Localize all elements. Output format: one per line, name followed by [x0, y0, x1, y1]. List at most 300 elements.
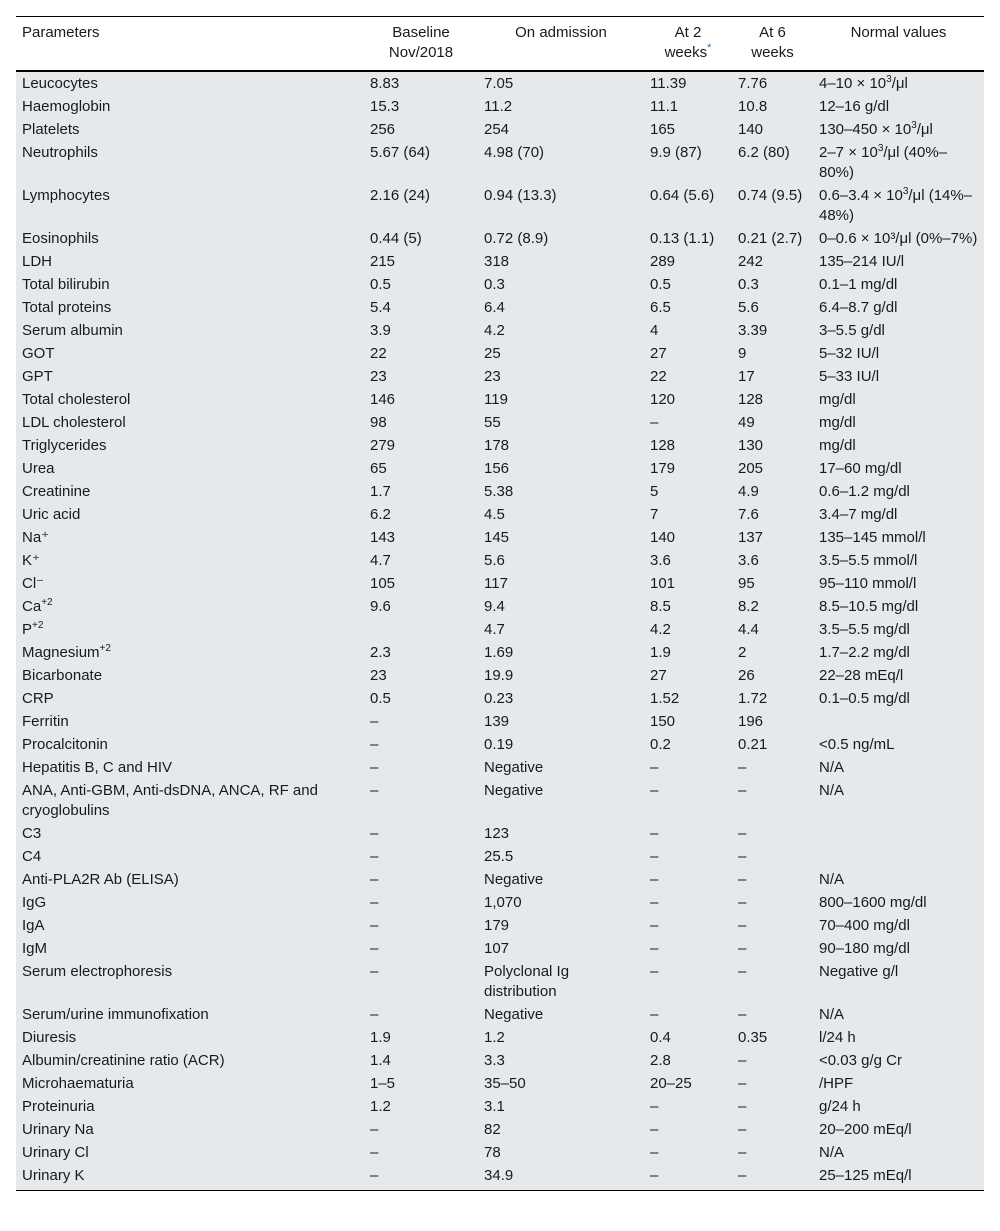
cell-week6-text: – — [738, 940, 747, 957]
cell-normal — [813, 366, 984, 389]
cell-week6 — [732, 688, 813, 711]
cell-baseline — [364, 1027, 478, 1050]
cell-admission — [478, 228, 644, 251]
cell-normal — [813, 297, 984, 320]
cell-week2 — [644, 251, 732, 274]
cell-parameter-text: IgG — [22, 894, 47, 911]
cell-baseline — [364, 573, 478, 596]
cell-baseline-text: 2.3 — [370, 644, 391, 661]
cell-week6-text: – — [738, 1098, 747, 1115]
cell-baseline — [364, 119, 478, 142]
footnote-asterisk[interactable]: * — [707, 42, 712, 54]
cell-parameter-text: Total bilirubin — [22, 276, 110, 293]
table-row — [16, 142, 984, 185]
cell-normal-text: 0–0.6 × 10³/μl (0%–7%) — [819, 230, 978, 247]
cell-week2 — [644, 119, 732, 142]
cell-normal — [813, 1050, 984, 1073]
cell-week2 — [644, 619, 732, 642]
cell-normal-text: 0.6–3.4 × 10 — [819, 187, 903, 204]
table-row — [16, 320, 984, 343]
cell-baseline-text: 5.4 — [370, 299, 391, 316]
cell-parameter-text: GOT — [22, 345, 55, 362]
cell-week2-text: – — [650, 917, 659, 934]
cell-week6-text: 3.39 — [738, 322, 768, 339]
cell-normal-text: 8.5–10.5 mg/dl — [819, 598, 919, 615]
cell-parameter-text: Na⁺ — [22, 529, 50, 546]
table-row — [16, 1073, 984, 1096]
cell-week2-text: 6.5 — [650, 299, 671, 316]
cell-admission-text: 25 — [484, 345, 501, 362]
cell-normal — [813, 665, 984, 688]
cell-week6-text: – — [738, 1052, 747, 1069]
cell-admission — [478, 1027, 644, 1050]
cell-week2-text: 3.6 — [650, 552, 671, 569]
cell-week2 — [644, 596, 732, 619]
cell-week6 — [732, 711, 813, 734]
cell-week2 — [644, 527, 732, 550]
cell-baseline — [364, 527, 478, 550]
table-row — [16, 1027, 984, 1050]
cell-parameter — [16, 481, 364, 504]
cell-parameter — [16, 96, 364, 119]
cell-week2-text: 101 — [650, 575, 676, 592]
cell-week2-text: – — [650, 940, 659, 957]
cell-week6-text: 0.74 (9.5) — [738, 187, 803, 204]
table-row — [16, 642, 984, 665]
cell-baseline-text: 256 — [370, 121, 396, 138]
cell-parameter — [16, 757, 364, 780]
cell-admission-text: 1,070 — [484, 894, 522, 911]
cell-week6 — [732, 961, 813, 1004]
cell-baseline-text: 5.67 (64) — [370, 144, 431, 161]
cell-admission — [478, 938, 644, 961]
cell-normal — [813, 642, 984, 665]
cell-week2 — [644, 185, 732, 228]
cell-admission-text: 78 — [484, 1144, 501, 1161]
table-row — [16, 665, 984, 688]
cell-parameter — [16, 938, 364, 961]
cell-parameter-text: Microhaematuria — [22, 1075, 134, 1092]
cell-admission — [478, 688, 644, 711]
cell-normal-text: 0.1–0.5 mg/dl — [819, 690, 910, 707]
cell-admission-text: 35–50 — [484, 1075, 526, 1092]
cell-normal-unit: /μl — [916, 121, 933, 138]
cell-week6 — [732, 1004, 813, 1027]
cell-week6 — [732, 343, 813, 366]
cell-admission-text: 0.72 (8.9) — [484, 230, 549, 247]
cell-normal-text: 2–7 × 10 — [819, 144, 878, 161]
cell-admission-text: 139 — [484, 713, 510, 730]
cell-parameter-text: LDL cholesterol — [22, 414, 126, 431]
cell-admission-text: 4.2 — [484, 322, 505, 339]
cell-baseline — [364, 734, 478, 757]
table-row — [16, 343, 984, 366]
cell-week2-text: 1.9 — [650, 644, 671, 661]
cell-week6 — [732, 274, 813, 297]
cell-week2 — [644, 366, 732, 389]
cell-parameter — [16, 185, 364, 228]
cell-normal-text: N/A — [819, 1006, 845, 1023]
cell-week6-text: – — [738, 894, 747, 911]
cell-baseline-text: 23 — [370, 667, 387, 684]
cell-parameter — [16, 366, 364, 389]
cell-parameter — [16, 665, 364, 688]
cell-parameter-superscript: +2 — [41, 597, 53, 608]
cell-parameter — [16, 274, 364, 297]
cell-week2-text: 22 — [650, 368, 667, 385]
cell-baseline-text: 215 — [370, 253, 396, 270]
table-row — [16, 228, 984, 251]
cell-baseline — [364, 504, 478, 527]
cell-baseline — [364, 596, 478, 619]
table-row — [16, 481, 984, 504]
cell-normal-text: N/A — [819, 1144, 845, 1161]
cell-normal-text: 0.1–1 mg/dl — [819, 276, 898, 293]
table-row — [16, 504, 984, 527]
cell-week6-text: 8.2 — [738, 598, 759, 615]
cell-normal-text: <0.5 ng/mL — [819, 736, 895, 753]
cell-week2-text: – — [650, 782, 659, 799]
cell-baseline — [364, 869, 478, 892]
cell-parameter — [16, 573, 364, 596]
cell-baseline-text: 65 — [370, 460, 387, 477]
cell-admission-text: 5.6 — [484, 552, 505, 569]
cell-admission — [478, 458, 644, 481]
cell-baseline — [364, 297, 478, 320]
cell-parameter — [16, 961, 364, 1004]
cell-normal — [813, 481, 984, 504]
cell-parameter — [16, 119, 364, 142]
cell-admission-text: 1.69 — [484, 644, 514, 661]
cell-baseline-text: 3.9 — [370, 322, 391, 339]
cell-week6 — [732, 119, 813, 142]
cell-baseline — [364, 458, 478, 481]
cell-admission-text: 6.4 — [484, 299, 505, 316]
cell-normal — [813, 1119, 984, 1142]
cell-baseline-text: 0.44 (5) — [370, 230, 422, 247]
cell-normal — [813, 550, 984, 573]
cell-normal — [813, 688, 984, 711]
cell-week6-text: 0.21 (2.7) — [738, 230, 803, 247]
cell-admission — [478, 185, 644, 228]
cell-week6 — [732, 435, 813, 458]
cell-admission-text: 156 — [484, 460, 510, 477]
cell-baseline — [364, 412, 478, 435]
cell-week2-text: 289 — [650, 253, 676, 270]
cell-week6-text: 49 — [738, 414, 755, 431]
cell-week2-text: 0.2 — [650, 736, 671, 753]
cell-week6 — [732, 228, 813, 251]
cell-normal — [813, 846, 984, 869]
cell-admission-text: Negative — [484, 759, 544, 776]
cell-week6-text: – — [738, 963, 747, 980]
cell-week6-text: 0.3 — [738, 276, 759, 293]
header-admission: On admission — [478, 17, 644, 72]
cell-parameter — [16, 780, 364, 823]
cell-baseline — [364, 915, 478, 938]
cell-normal — [813, 961, 984, 1004]
table-row — [16, 71, 984, 96]
cell-admission — [478, 71, 644, 96]
cell-parameter-text: Total cholesterol — [22, 391, 131, 408]
cell-normal-text: 90–180 mg/dl — [819, 940, 910, 957]
cell-week6 — [732, 780, 813, 823]
cell-baseline-text: 22 — [370, 345, 387, 362]
cell-week6-text: 137 — [738, 529, 764, 546]
cell-baseline-text: – — [370, 825, 379, 842]
cell-week2 — [644, 823, 732, 846]
cell-parameter — [16, 550, 364, 573]
cell-week2-text: 2.8 — [650, 1052, 671, 1069]
cell-normal-text: 135–214 IU/l — [819, 253, 905, 270]
cell-week2-text: – — [650, 848, 659, 865]
cell-week2 — [644, 389, 732, 412]
cell-normal-text: g/24 h — [819, 1098, 861, 1115]
cell-normal-text: 20–200 mEq/l — [819, 1121, 912, 1138]
cell-week6 — [732, 938, 813, 961]
cell-week2 — [644, 1119, 732, 1142]
cell-parameter-text: Neutrophils — [22, 144, 98, 161]
cell-parameter-text: Platelets — [22, 121, 80, 138]
cell-week2 — [644, 504, 732, 527]
table-row — [16, 435, 984, 458]
cell-week6-text: – — [738, 917, 747, 934]
cell-week2-text: 4.2 — [650, 621, 671, 638]
cell-week2-text: – — [650, 1144, 659, 1161]
cell-normal-text: <0.03 g/g Cr — [819, 1052, 902, 1069]
cell-parameter-text: Ca — [22, 598, 42, 615]
cell-baseline — [364, 185, 478, 228]
cell-week6-text: 17 — [738, 368, 755, 385]
cell-admission-text: Negative — [484, 871, 544, 888]
cell-baseline — [364, 142, 478, 185]
cell-week6-text: 2 — [738, 644, 747, 661]
cell-admission-text: Polyclonal Ig distribution — [484, 963, 570, 1000]
table-row — [16, 1050, 984, 1073]
cell-admission-text: Negative — [484, 782, 544, 799]
cell-normal — [813, 435, 984, 458]
cell-baseline — [364, 892, 478, 915]
cell-baseline — [364, 481, 478, 504]
cell-week6-text: 1.72 — [738, 690, 768, 707]
cell-admission — [478, 961, 644, 1004]
cell-week6-text: 4.4 — [738, 621, 759, 638]
cell-week2 — [644, 1096, 732, 1119]
cell-normal — [813, 892, 984, 915]
cell-baseline — [364, 96, 478, 119]
cell-admission-text: 107 — [484, 940, 510, 957]
cell-week6-text: 128 — [738, 391, 764, 408]
header-row — [16, 17, 984, 72]
cell-week6 — [732, 642, 813, 665]
cell-normal — [813, 320, 984, 343]
cell-admission-text: 117 — [484, 575, 508, 592]
cell-week6-text: 196 — [738, 713, 764, 730]
cell-parameter-text: LDH — [22, 253, 53, 270]
cell-parameter — [16, 892, 364, 915]
cell-week6-text: 140 — [738, 121, 764, 138]
table-row — [16, 185, 984, 228]
cell-week2-text: 27 — [650, 345, 667, 362]
cell-parameter — [16, 869, 364, 892]
cell-admission-text: 23 — [484, 368, 501, 385]
cell-baseline-text: 1.9 — [370, 1029, 391, 1046]
cell-admission — [478, 619, 644, 642]
cell-week6 — [732, 1050, 813, 1073]
cell-parameter-text: Serum/urine immunofixation — [22, 1006, 209, 1023]
table-row — [16, 846, 984, 869]
cell-admission — [478, 1165, 644, 1191]
cell-parameter-text: Urea — [22, 460, 55, 477]
cell-admission — [478, 1096, 644, 1119]
cell-parameter-text: Diuresis — [22, 1029, 77, 1046]
cell-week6-text: 26 — [738, 667, 755, 684]
cell-week2-text: 7 — [650, 506, 659, 523]
cell-normal-text: N/A — [819, 759, 845, 776]
cell-parameter-text: Albumin/creatinine ratio (ACR) — [22, 1052, 225, 1069]
cell-admission-text: 119 — [484, 391, 508, 408]
cell-week2-text: – — [650, 1121, 659, 1138]
cell-week2 — [644, 869, 732, 892]
cell-week6 — [732, 142, 813, 185]
cell-week6 — [732, 527, 813, 550]
cell-parameter-superscript: +2 — [32, 620, 44, 631]
cell-normal — [813, 1142, 984, 1165]
cell-admission-text: 179 — [484, 917, 510, 934]
cell-week6 — [732, 481, 813, 504]
cell-baseline — [364, 1050, 478, 1073]
table-row — [16, 711, 984, 734]
lab-table-container — [16, 16, 984, 1191]
cell-normal — [813, 96, 984, 119]
cell-normal — [813, 1027, 984, 1050]
cell-week6-text: – — [738, 1075, 747, 1092]
cell-baseline-text: – — [370, 917, 379, 934]
table-row — [16, 1004, 984, 1027]
cell-normal-text: 5–32 IU/l — [819, 345, 880, 362]
table-row — [16, 1096, 984, 1119]
cell-week2 — [644, 412, 732, 435]
table-row — [16, 366, 984, 389]
cell-week2 — [644, 458, 732, 481]
cell-week2-text: 8.5 — [650, 598, 671, 615]
cell-admission — [478, 596, 644, 619]
cell-week6-text: – — [738, 825, 747, 842]
cell-normal — [813, 1073, 984, 1096]
cell-baseline-text: – — [370, 759, 379, 776]
table-row — [16, 1165, 984, 1191]
cell-week2 — [644, 846, 732, 869]
table-row — [16, 938, 984, 961]
cell-admission-text: 123 — [484, 825, 510, 842]
cell-parameter — [16, 297, 364, 320]
cell-week2 — [644, 711, 732, 734]
cell-week2-text: 128 — [650, 437, 676, 454]
cell-parameter-text: IgA — [22, 917, 45, 934]
cell-baseline-text: 2.16 (24) — [370, 187, 431, 204]
table-row — [16, 412, 984, 435]
cell-admission-text: 4.98 (70) — [484, 144, 545, 161]
cell-parameter-text: Triglycerides — [22, 437, 107, 454]
cell-normal-text: 25–125 mEq/l — [819, 1167, 912, 1184]
cell-baseline — [364, 619, 478, 642]
cell-week6-text: 205 — [738, 460, 764, 477]
cell-parameter-text: Haemoglobin — [22, 98, 111, 115]
cell-admission — [478, 435, 644, 458]
cell-week2 — [644, 780, 732, 823]
cell-baseline — [364, 846, 478, 869]
cell-baseline-text: – — [370, 1121, 379, 1138]
cell-week2 — [644, 734, 732, 757]
table-row — [16, 550, 984, 573]
cell-week6 — [732, 846, 813, 869]
cell-week6-text: – — [738, 1167, 747, 1184]
cell-week6 — [732, 573, 813, 596]
cell-normal-text: 12–16 g/dl — [819, 98, 890, 115]
cell-week6 — [732, 251, 813, 274]
cell-normal-unit: /μl — [891, 75, 908, 92]
table-row — [16, 297, 984, 320]
cell-parameter-text: Urinary Na — [22, 1121, 94, 1138]
cell-normal-text: /HPF — [819, 1075, 854, 1092]
cell-normal-text: 0.6–1.2 mg/dl — [819, 483, 910, 500]
cell-week2-text: – — [650, 759, 659, 776]
cell-parameter — [16, 142, 364, 185]
cell-baseline-text: 23 — [370, 368, 387, 385]
cell-week2-text: 27 — [650, 667, 667, 684]
cell-baseline-text: 98 — [370, 414, 387, 431]
cell-normal — [813, 527, 984, 550]
cell-normal-text: l/24 h — [819, 1029, 856, 1046]
cell-admission — [478, 1004, 644, 1027]
cell-normal — [813, 938, 984, 961]
cell-week2-text: 0.64 (5.6) — [650, 187, 715, 204]
cell-parameter — [16, 458, 364, 481]
cell-week6-text: 4.9 — [738, 483, 759, 500]
cell-parameter-text: IgM — [22, 940, 48, 957]
cell-parameter — [16, 1165, 364, 1191]
cell-admission — [478, 869, 644, 892]
cell-normal — [813, 757, 984, 780]
cell-normal-text: 6.4–8.7 g/dl — [819, 299, 898, 316]
header-week6: At 6 weeks — [732, 17, 813, 72]
cell-baseline-text: 9.6 — [370, 598, 391, 615]
cell-week6 — [732, 619, 813, 642]
cell-week2 — [644, 573, 732, 596]
cell-week2 — [644, 1050, 732, 1073]
cell-week2 — [644, 1165, 732, 1191]
cell-admission — [478, 142, 644, 185]
cell-baseline — [364, 1119, 478, 1142]
cell-week6-text: 6.2 (80) — [738, 144, 790, 161]
cell-admission-text: 178 — [484, 437, 510, 454]
cell-normal-text: 4–10 × 10 — [819, 75, 887, 92]
cell-week2 — [644, 665, 732, 688]
cell-week2 — [644, 757, 732, 780]
cell-baseline-text: – — [370, 848, 379, 865]
cell-week6 — [732, 757, 813, 780]
cell-week6 — [732, 366, 813, 389]
cell-admission-text: 145 — [484, 529, 510, 546]
cell-week2-text: 0.13 (1.1) — [650, 230, 715, 247]
cell-baseline — [364, 1165, 478, 1191]
cell-week2 — [644, 892, 732, 915]
cell-parameter — [16, 435, 364, 458]
header-normal: Normal values — [813, 17, 984, 72]
cell-normal-superscript: 3 — [911, 120, 917, 131]
cell-parameter — [16, 1050, 364, 1073]
cell-week2 — [644, 915, 732, 938]
